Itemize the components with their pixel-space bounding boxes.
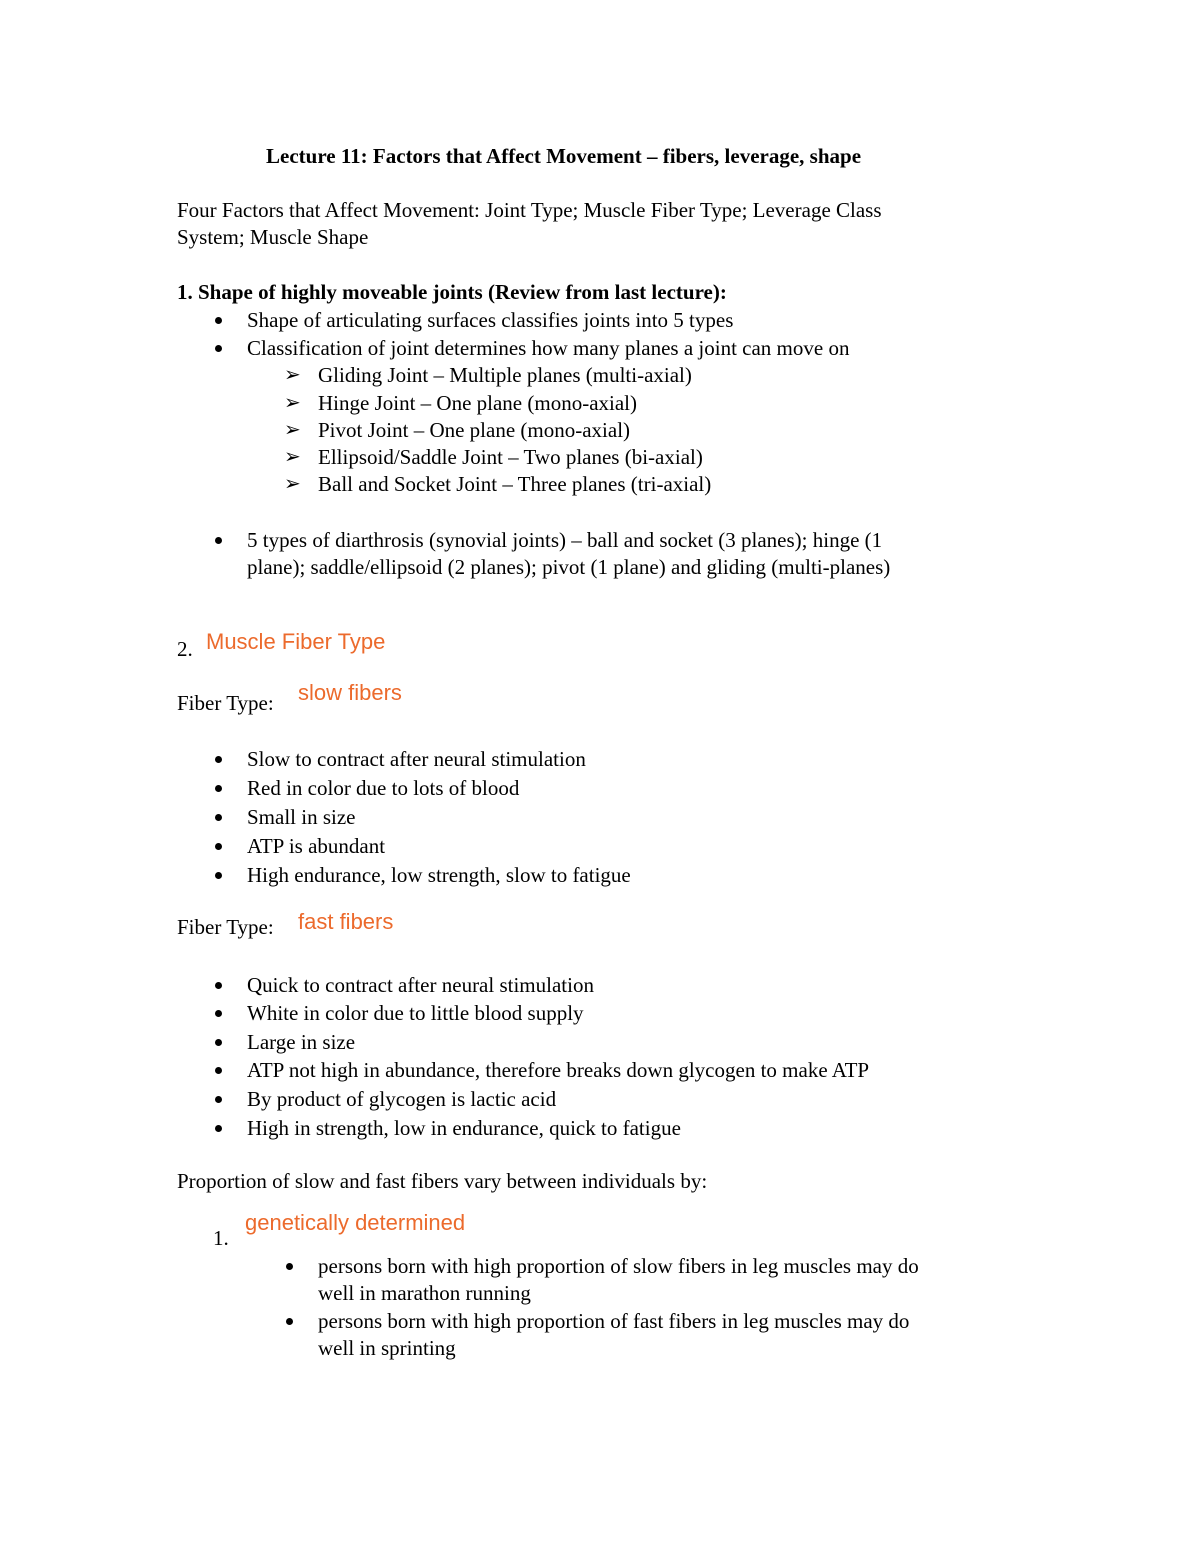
bullet-dot [215,814,222,821]
bullet-dot [215,1096,222,1103]
bullet-dot [215,537,222,544]
fast-fiber-bullet: ATP not high in abundance, therefore breaks down glycogen to make ATP [247,1058,870,1082]
section-1-bullet: Shape of articulating surfaces classifies joints into 5 types [247,308,734,332]
fast-fiber-bullet: High in strength, low in endurance, quick to fatigue [247,1116,681,1140]
genetically-determined-handwritten: genetically determined [245,1210,466,1235]
joint-type-item: Pivot Joint – One plane (mono-axial) [318,418,631,442]
fast-fibers-handwritten: fast fibers [298,909,394,934]
bullet-dot [215,345,222,352]
fast-fiber-bullet: Quick to contract after neural stimulation [247,973,594,997]
slow-fiber-bullet: ATP is abundant [247,834,386,858]
fast-fiber-bullet: Large in size [247,1030,356,1054]
slow-fiber-bullet: Red in color due to lots of blood [247,776,520,800]
section-2-number: 2. [177,637,193,661]
arrow-bullet-icon: ➢ [284,473,301,495]
factor-1-number: 1. [213,1226,229,1250]
joint-type-item: Ellipsoid/Saddle Joint – Two planes (bi-axial) [318,445,703,469]
joint-type-item: Ball and Socket Joint – Three planes (tri-axial) [318,472,712,496]
bullet-dot [215,756,222,763]
bullet-dot [286,1318,293,1325]
genetics-bullet-line: well in sprinting [318,1336,456,1360]
fiber-type-label: Fiber Type: [177,691,274,715]
bullet-dot [215,317,222,324]
bullet-dot [215,1067,222,1074]
arrow-bullet-icon: ➢ [284,446,301,468]
intro-line-2: System; Muscle Shape [177,225,369,249]
fiber-type-label: Fiber Type: [177,915,274,939]
section-2-handwritten-heading: Muscle Fiber Type [206,629,386,654]
genetics-bullet-line: well in marathon running [318,1281,531,1305]
fast-fiber-bullet: By product of glycogen is lactic acid [247,1087,557,1111]
proportion-line: Proportion of slow and fast fibers vary between individuals by: [177,1169,708,1193]
diarthrosis-line-1: 5 types of diarthrosis (synovial joints) – ball and socket (3 planes); hinge (1 [247,528,883,552]
slow-fibers-handwritten: slow fibers [298,680,402,705]
bullet-dot [215,872,222,879]
slow-fiber-bullet: Slow to contract after neural stimulation [247,747,586,771]
fast-fiber-bullet: White in color due to little blood supply [247,1001,584,1025]
section-1-bullet: Classification of joint determines how many planes a joint can move on [247,336,850,360]
bullet-dot [286,1263,293,1270]
arrow-bullet-icon: ➢ [284,364,301,386]
bullet-dot [215,785,222,792]
genetics-bullet-line: persons born with high proportion of slow fibers in leg muscles may do [318,1254,919,1278]
genetics-bullet-line: persons born with high proportion of fast fibers in leg muscles may do [318,1309,910,1333]
slow-fiber-bullet: Small in size [247,805,356,829]
joint-type-item: Gliding Joint – Multiple planes (multi-axial) [318,363,692,387]
slow-fiber-bullet: High endurance, low strength, slow to fatigue [247,863,631,887]
bullet-dot [215,982,222,989]
bullet-dot [215,1039,222,1046]
arrow-bullet-icon: ➢ [284,419,301,441]
arrow-bullet-icon: ➢ [284,392,301,414]
lecture-title: Lecture 11: Factors that Affect Movement – fibers, leverage, shape [266,144,862,168]
diarthrosis-line-2: plane); saddle/ellipsoid (2 planes); pivot (1 plane) and gliding (multi-planes) [247,555,891,579]
section-1-heading: 1. Shape of highly moveable joints (Review from last lecture): [177,280,727,304]
bullet-dot [215,843,222,850]
joint-type-item: Hinge Joint – One plane (mono-axial) [318,391,637,415]
bullet-dot [215,1010,222,1017]
intro-line-1: Four Factors that Affect Movement: Joint Type; Muscle Fiber Type; Leverage Class [177,198,882,222]
bullet-dot [215,1125,222,1132]
